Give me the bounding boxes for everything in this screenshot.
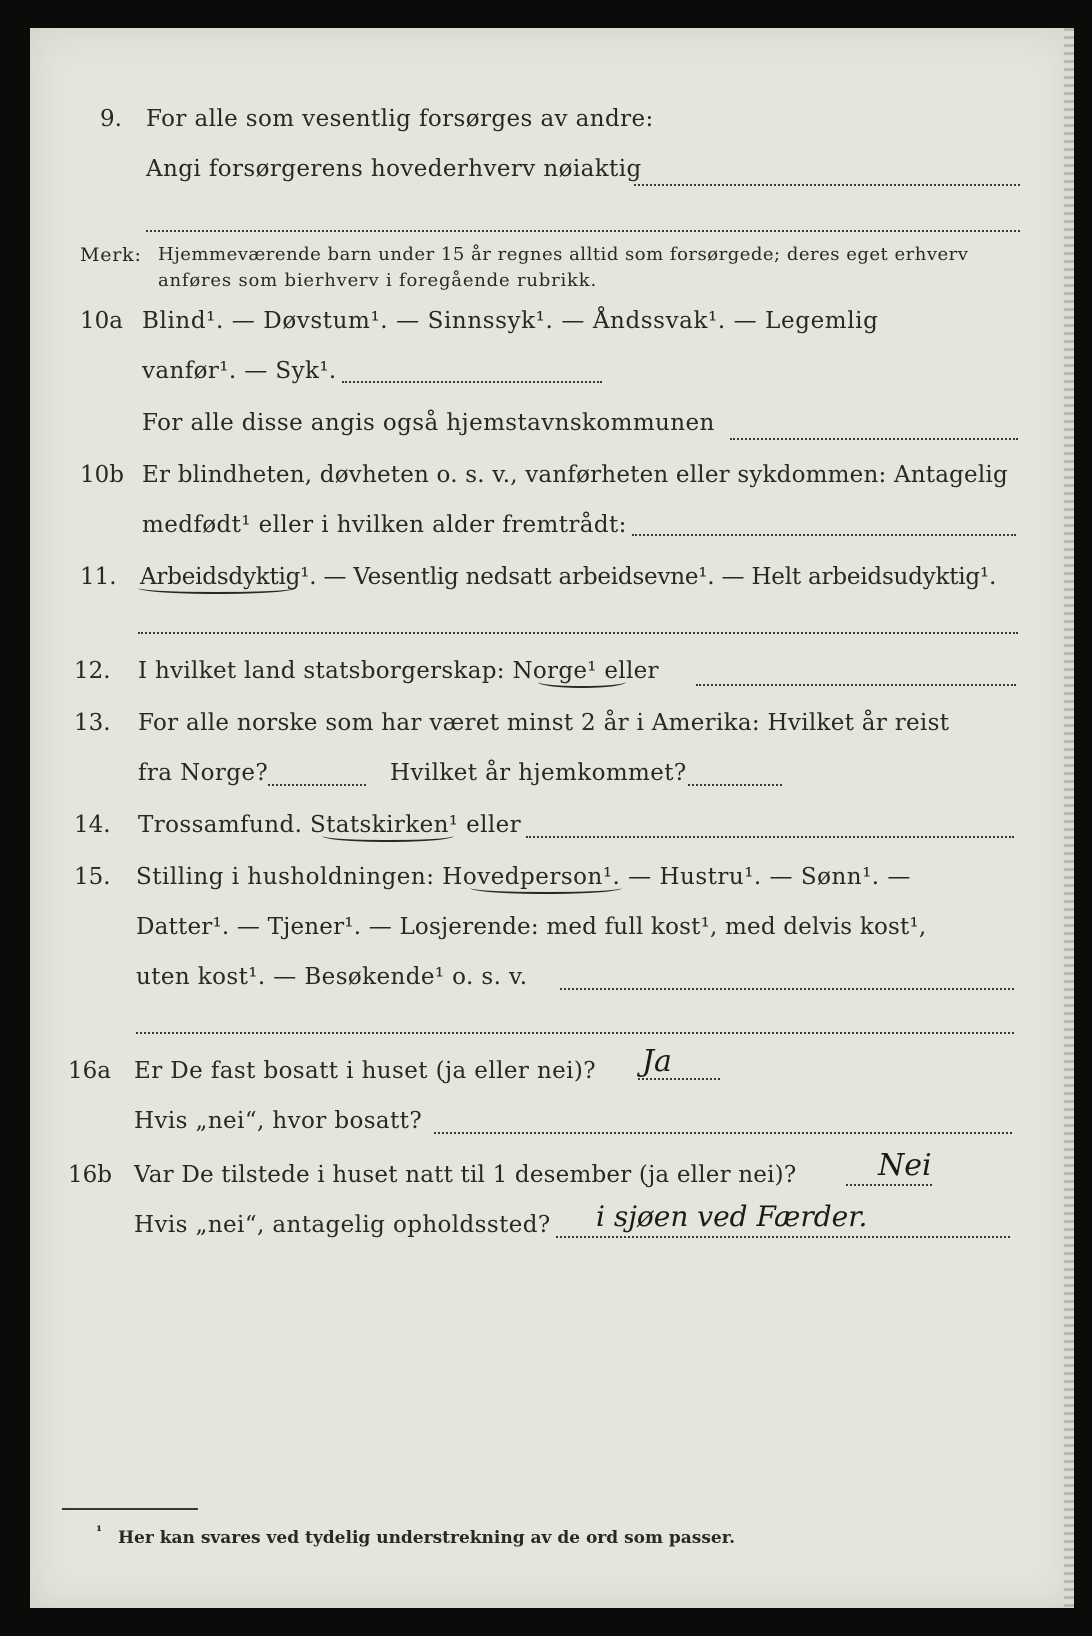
q16a-handwritten-answer: Ja (642, 1044, 672, 1079)
merk-line2: anføres som bierhverv i foregående rubrikk. (158, 270, 597, 291)
q16a-residence-line (434, 1132, 1012, 1134)
q15-line1: Stilling i husholdningen: Hovedperson¹. — Hustru¹. — Sønn¹. — (136, 864, 911, 890)
q14-answer-line (526, 836, 1014, 838)
q10a-number: 10a (80, 308, 123, 334)
q13-line1: For alle norske som har været minst 2 år i Amerika: Hvilket år reist (138, 710, 950, 736)
q16a-number: 16a (68, 1058, 111, 1084)
q16b-line1: Var De tilstede i huset natt til 1 desember (ja eller nei)? (134, 1162, 797, 1188)
q13-line2b: Hvilket år hjemkommet? (390, 760, 687, 786)
q16b-line2: Hvis „nei“, antagelig opholdssted? (134, 1212, 551, 1238)
q16b-location-line (556, 1236, 1010, 1238)
q16b-answer-line (846, 1184, 932, 1186)
q14-number: 14. (74, 812, 111, 838)
footnote-mark: ¹ (96, 1524, 103, 1540)
q14-underline-mark (322, 832, 454, 842)
q14-line1: Trossamfund. Statskirken¹ eller (138, 812, 522, 838)
q16b-number: 16b (68, 1162, 112, 1188)
q10b-answer-line (632, 534, 1016, 536)
census-form-page (30, 28, 1074, 1608)
q16a-line1: Er De fast bosatt i huset (ja eller nei)? (134, 1058, 597, 1084)
q16a-line2: Hvis „nei“, hvor bosatt? (134, 1108, 423, 1134)
q10a-line1: Blind¹. — Døvstum¹. — Sinnssyk¹. — Åndssvak¹. — Legemlig (142, 308, 879, 334)
q9-answer-line (634, 184, 1020, 186)
footnote-text: Her kan svares ved tydelig understrekning av de ord som passer. (118, 1528, 736, 1548)
q11-answer-line (138, 632, 1018, 634)
q10b-line2: medfødt¹ eller i hvilken alder fremtrådt: (142, 512, 627, 538)
q13-left-line (268, 784, 366, 786)
q12-underline-mark (538, 678, 626, 688)
q11-underline-mark (138, 584, 296, 594)
footnote-rule (62, 1508, 198, 1510)
merk-line1: Hjemmeværende barn under 15 år regnes alltid som forsørgede; deres eget erhverv (158, 244, 969, 265)
q9-number: 9. (100, 106, 122, 132)
q16b-handwritten-answer: Nei (878, 1148, 932, 1183)
q13-number: 13. (74, 710, 111, 736)
q15-answer-line (560, 988, 1014, 990)
q12-line1: I hvilket land statsborgerskap: Norge¹ eller (138, 658, 659, 684)
q9-line1: For alle som vesentlig forsørges av andre: (146, 106, 654, 132)
q10b-line1: Er blindheten, døvheten o. s. v., vanførheten eller sykdommen: Antagelig (142, 462, 1008, 488)
q13-return-line (688, 784, 782, 786)
q11-line1: Arbeidsdyktig¹. — Vesentlig nedsatt arbeidsevne¹. — Helt arbeidsudyktig¹. (140, 564, 997, 590)
q13-line2a: fra Norge? (138, 760, 269, 786)
q15-line3: uten kost¹. — Besøkende¹ o. s. v. (136, 964, 528, 990)
q9-line2: Angi forsørgerens hovederhverv nøiaktig (146, 156, 642, 182)
q15-answer-line-2 (136, 1032, 1014, 1034)
q15-number: 15. (74, 864, 111, 890)
q15-underline-mark (470, 884, 622, 894)
q12-answer-line (696, 684, 1016, 686)
merk-label: Merk: (80, 244, 142, 266)
q9-answer-line-2 (146, 230, 1020, 232)
q10a-line2: vanfør¹. — Syk¹. (142, 358, 337, 384)
q10a-hometown-line (730, 438, 1018, 440)
q12-number: 12. (74, 658, 111, 684)
q10b-number: 10b (80, 462, 124, 488)
q15-line2: Datter¹. — Tjener¹. — Losjerende: med full kost¹, med delvis kost¹, (136, 914, 927, 940)
q11-number: 11. (80, 564, 117, 590)
q16a-answer-line (638, 1078, 720, 1080)
q10a-answer-line (342, 381, 602, 383)
q10a-line3: For alle disse angis også hjemstavnskommunen (142, 410, 715, 436)
q16b-handwritten-location: i sjøen ved Færder. (596, 1200, 868, 1233)
